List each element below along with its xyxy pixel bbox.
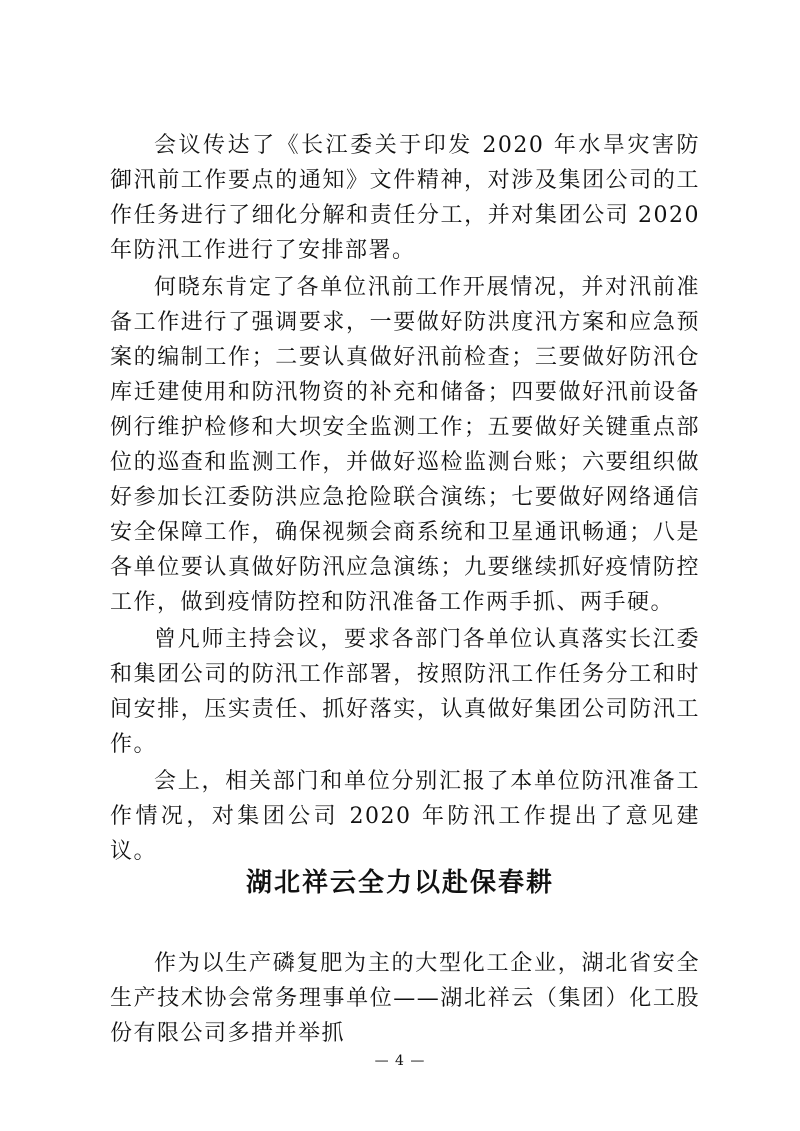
paragraph-meeting-summary: 会议传达了《长江委关于印发 2020 年水旱灾害防御汛前工作要点的通知》文件精神，对涉及集团公司的工作任务进行了细化分解和责任分工，并对集团公司 2020 年防汛工作进行了安排部署。 — [110, 133, 700, 263]
article-body-bottom — [110, 946, 700, 1051]
section-title: 湖北祥云全力以赴保春耕 — [245, 868, 554, 898]
article-body-top — [110, 128, 700, 869]
paragraph-unit-reports: 会上，相关部门和单位分别汇报了本单位防汛准备工作情况，对集团公司 2020 年防汛工作提出了意见建议。 — [110, 769, 700, 864]
paragraph-chair-remarks: 曾凡师主持会议，要求各部门各单位认真落实长江委和集团公司的防汛工作部署，按照防汛工作任务分工和时间安排，压实责任、抓好落实，认真做好集团公司防汛工作。 — [110, 627, 700, 757]
paragraph-company-intro: 作为以生产磷复肥为主的大型化工企业，湖北省安全生产技术协会常务理事单位——湖北祥云（集团）化工股份有限公司多措并举抓 — [110, 951, 700, 1046]
page-number: — 4 — — [374, 1053, 426, 1069]
paragraph-requirements: 何晓东肯定了各单位汛前工作开展情况，并对汛前准备工作进行了强调要求，一要做好防洪度汛方案和应急预案的编制工作；二要认真做好汛前检查；三要做好防汛仓库迁建使用和防汛物资的补充和储备；四要做好汛前设备例行维护检修和大坝安全监测工作；五要做好关键重点部位的巡查和监测工作，并做好巡检监测台账；六要组织做好参加长江委防洪应急抢险联合演练；七要做好网络通信安全保障工作，确保视频会商系统和卫星通讯畅通；八是各单位要认真做好防汛应急演练；九要继续抓好疫情防控工作，做到疫情防控和防汛准备工作两手抓、两手硬。 — [110, 275, 700, 615]
